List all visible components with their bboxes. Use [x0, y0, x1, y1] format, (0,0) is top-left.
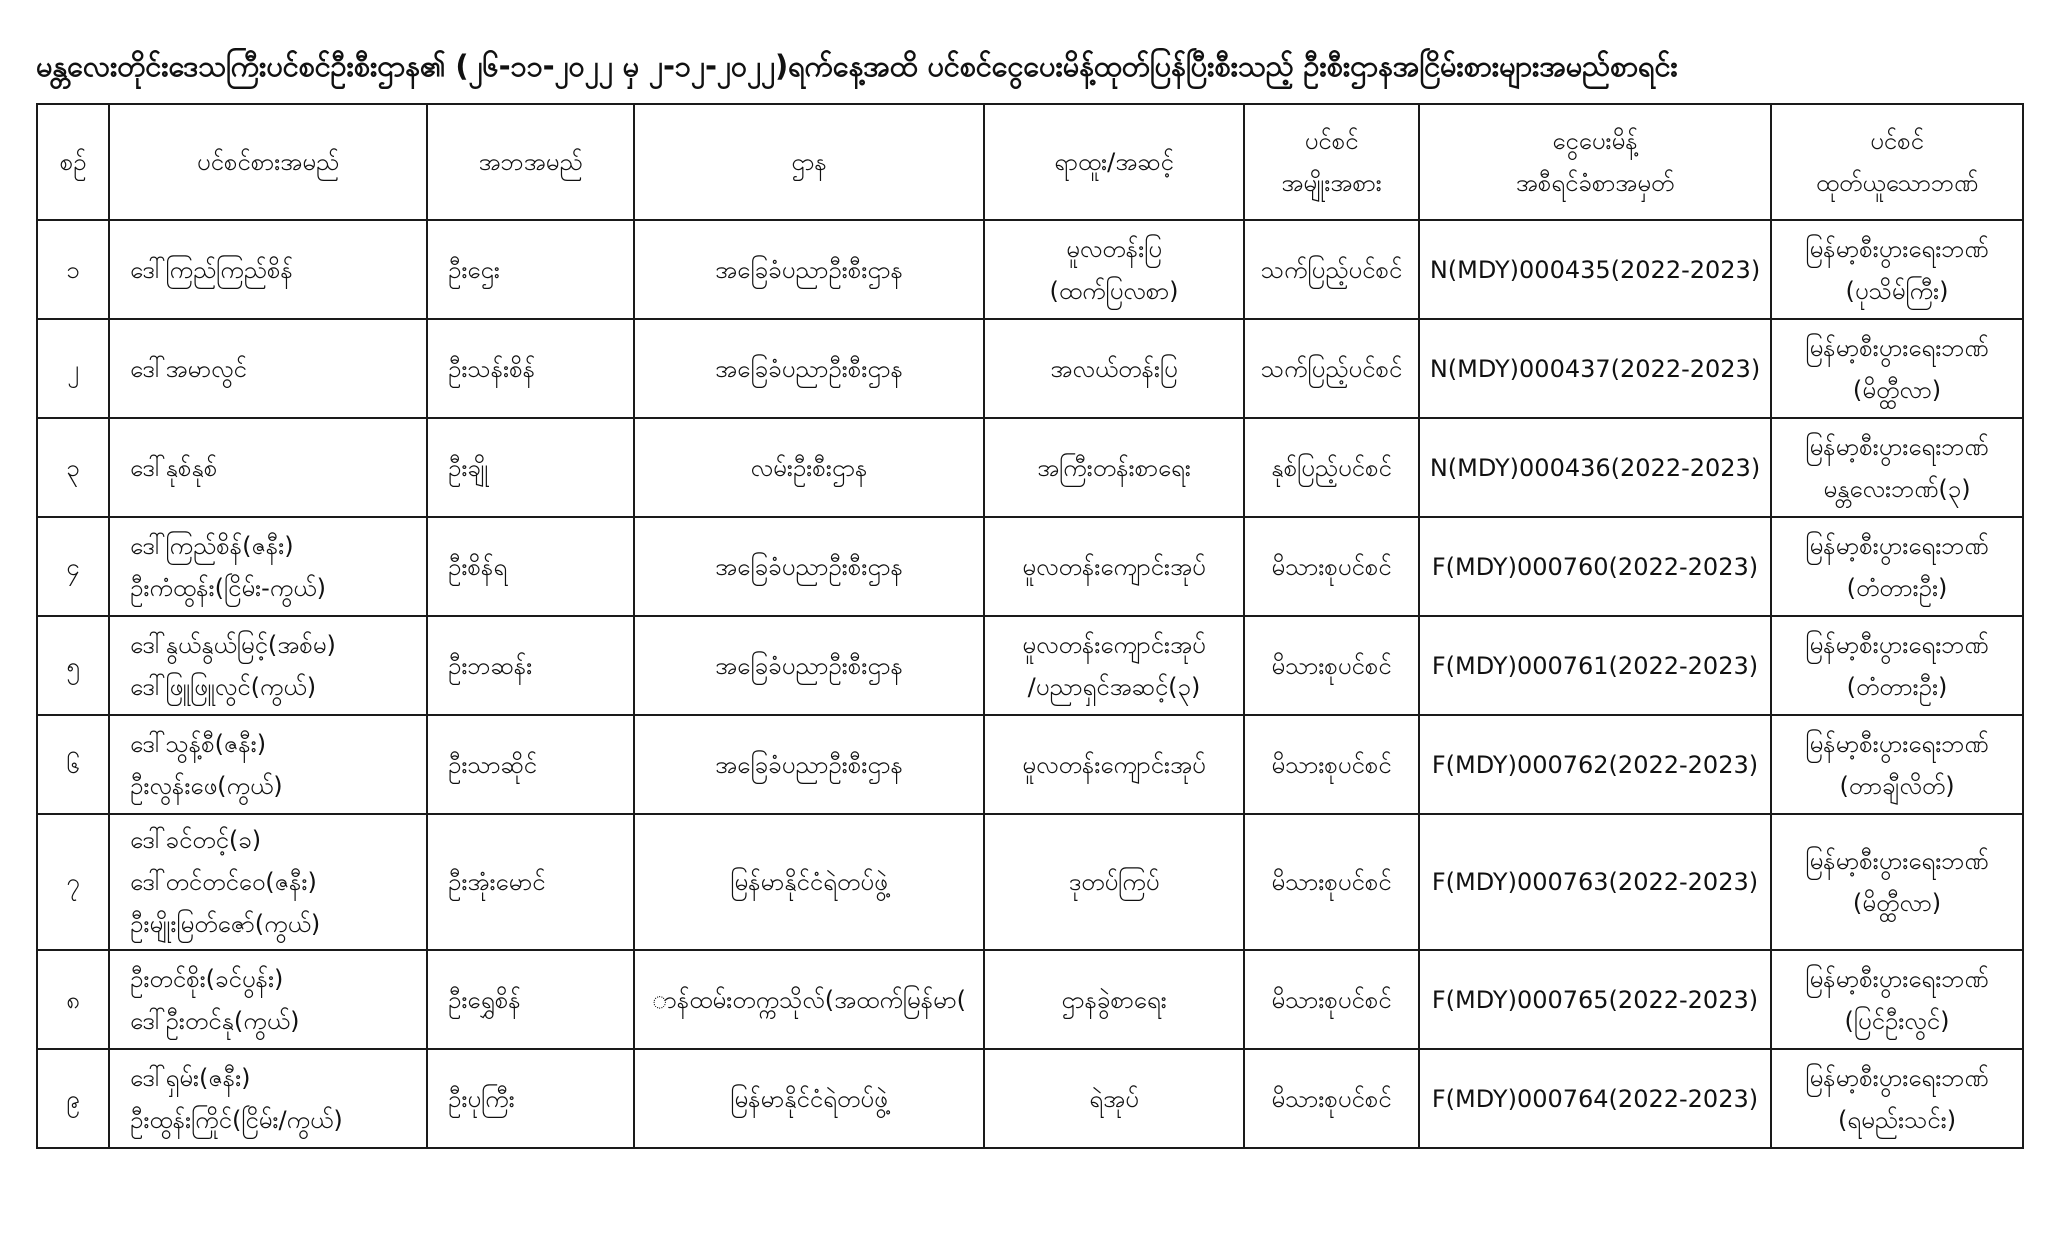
header-line: ပင်စင် — [1304, 127, 1359, 155]
cell-father-name: ဦးရွှေစိန် — [427, 950, 634, 1049]
cell-order-number: F(MDY)000765(2022-2023) — [1419, 950, 1771, 1049]
cell-department: မြန်မာနိုင်ငံရဲတပ်ဖွဲ့ — [634, 814, 984, 950]
cell-pensioner-name — [109, 1049, 427, 1148]
table-row — [37, 715, 2023, 814]
header-line: အစီရင်ခံစာအမှတ် — [1515, 169, 1675, 197]
cell-father-name: ဦးစိန်ရ — [427, 517, 634, 616]
cell-pensioner-name-line: ဒေါ်သွန့်စီ(ဇနီး) — [130, 729, 267, 758]
cell-pensioner-name-line: ဒေါ်တင်တင်ဝေ(ဇနီး) — [130, 868, 317, 896]
cell-serial: ၈ — [37, 950, 109, 1049]
cell-rank — [984, 418, 1244, 517]
cell-bank-line: (မိတ္ထီလာ) — [1852, 375, 1942, 404]
header-line: ပင်စင်စားအမည် — [196, 148, 340, 176]
header-rank — [984, 104, 1244, 220]
cell-serial: ၄ — [37, 517, 109, 616]
header-line: ထုတ်ယူသောဘဏ် — [1815, 169, 1979, 197]
cell-pensioner-name-line: ဦးလွန်းဖေ(ကွယ်) — [130, 771, 283, 800]
table-row — [37, 418, 2023, 517]
header-department — [634, 104, 984, 220]
cell-department: အခြေခံပညာဦးစီးဌာန — [634, 616, 984, 715]
cell-bank-line: မြန်မာ့စီးပွားရေးဘဏ် — [1805, 333, 1989, 362]
cell-serial: ၆ — [37, 715, 109, 814]
header-line: ရာထူး/အဆင့် — [1054, 148, 1174, 176]
table-row — [37, 319, 2023, 418]
cell-pension-type: မိသားစုပင်စင် — [1244, 950, 1419, 1049]
cell-bank-line: မြန်မာ့စီးပွားရေးဘဏ် — [1805, 234, 1989, 263]
cell-order-number: N(MDY)000437(2022-2023) — [1419, 319, 1771, 418]
cell-serial: ၃ — [37, 418, 109, 517]
table-header-row — [37, 104, 2023, 220]
header-line: ပင်စင် — [1870, 127, 1924, 155]
cell-bank-line: မြန်မာ့စီးပွားရေးဘဏ် — [1805, 729, 1989, 758]
cell-pensioner-name — [109, 418, 427, 517]
header-line: ဌာန — [791, 148, 827, 176]
cell-bank — [1771, 616, 2023, 715]
header-serial — [37, 104, 109, 220]
cell-father-name: ဦးချို — [427, 418, 634, 517]
cell-rank-line: (ထက်ပြလစာ) — [1049, 276, 1179, 305]
cell-order-number: F(MDY)000764(2022-2023) — [1419, 1049, 1771, 1148]
cell-serial: ၂ — [37, 319, 109, 418]
cell-rank — [984, 715, 1244, 814]
cell-pensioner-name-line: ဦးတင်စိုး(ခင်ပွန်း) — [130, 964, 284, 993]
cell-pension-type: မိသားစုပင်စင် — [1244, 1049, 1419, 1148]
cell-bank — [1771, 715, 2023, 814]
cell-pensioner-name-line: ဒေါ်ကြည်စိန်(ဇနီး) — [130, 531, 294, 560]
header-order-number — [1419, 104, 1771, 220]
cell-father-name: ဦးဌေး — [427, 220, 634, 319]
table-body — [37, 220, 2023, 1148]
cell-pensioner-name-line: ဦးမျိုးမြတ်ဇော်(ကွယ်) — [130, 910, 321, 938]
table-row — [37, 950, 2023, 1049]
cell-rank-line: မူလတန်းကျောင်းအုပ် — [1022, 630, 1206, 659]
cell-bank-line: (မိတ္ထီလာ) — [1852, 889, 1942, 917]
cell-pension-type: သက်ပြည့်ပင်စင် — [1244, 319, 1419, 418]
cell-bank-line: မြန်မာ့စီးပွားရေးဘဏ် — [1805, 432, 1989, 461]
cell-department: အခြေခံပညာဦးစီးဌာန — [634, 319, 984, 418]
header-line: အမျိုးအစား — [1281, 169, 1382, 197]
cell-order-number: F(MDY)000761(2022-2023) — [1419, 616, 1771, 715]
cell-pensioner-name-line: ဒေါ်နွယ်နွယ်မြင့်(အစ်မ) — [130, 630, 336, 659]
cell-pensioner-name-line: ဒေါ်ရှမ်း(ဇနီး) — [130, 1063, 251, 1092]
header-pension-type — [1244, 104, 1419, 220]
cell-pension-type: မိသားစုပင်စင် — [1244, 616, 1419, 715]
cell-bank — [1771, 418, 2023, 517]
cell-serial: ၁ — [37, 220, 109, 319]
cell-department: အခြေခံပညာဦးစီးဌာန — [634, 220, 984, 319]
cell-pensioner-name-line: ဒေါ်နုစ်နုစ် — [130, 453, 218, 482]
header-bank — [1771, 104, 2023, 220]
cell-pensioner-name-line: ဒေါ်အမာလွင် — [130, 354, 247, 383]
cell-bank — [1771, 319, 2023, 418]
cell-bank-line: မြန်မာ့စီးပွားရေးဘဏ် — [1805, 531, 1989, 560]
table-row — [37, 1049, 2023, 1148]
cell-rank-line: မူလတန်းကျောင်းအုပ် — [1022, 750, 1206, 779]
cell-pensioner-name — [109, 517, 427, 616]
cell-pensioner-name — [109, 814, 427, 950]
cell-pension-type: မိသားစုပင်စင် — [1244, 814, 1419, 950]
cell-department: ာန်ထမ်းတက္ကသိုလ်(အထက်မြန်မာ( — [634, 950, 984, 1049]
cell-department: လမ်းဦးစီးဌာန — [634, 418, 984, 517]
cell-rank — [984, 950, 1244, 1049]
cell-order-number: F(MDY)000762(2022-2023) — [1419, 715, 1771, 814]
cell-rank-line: ဌာနခွဲစာရေး — [1061, 985, 1167, 1014]
cell-bank-line: (ရမည်းသင်း) — [1837, 1105, 1957, 1134]
cell-rank-line: မူလတန်းကျောင်းအုပ် — [1022, 552, 1206, 581]
cell-rank — [984, 319, 1244, 418]
cell-department: အခြေခံပညာဦးစီးဌာန — [634, 715, 984, 814]
cell-rank-line: /ပညာရှင်အဆင့်(၃) — [1027, 672, 1201, 701]
cell-rank-line: ဒုတပ်ကြပ် — [1068, 868, 1160, 896]
cell-department: မြန်မာနိုင်ငံရဲတပ်ဖွဲ့ — [634, 1049, 984, 1148]
cell-father-name: ဦးအုံးမောင် — [427, 814, 634, 950]
cell-bank — [1771, 517, 2023, 616]
cell-pension-type: နုစ်ပြည့်ပင်စင် — [1244, 418, 1419, 517]
cell-pensioner-name — [109, 616, 427, 715]
table-row — [37, 517, 2023, 616]
cell-bank-line: မြန်မာ့စီးပွားရေးဘဏ် — [1805, 630, 1989, 659]
cell-rank — [984, 616, 1244, 715]
cell-father-name: ဦးပုကြီး — [427, 1049, 634, 1148]
cell-rank — [984, 1049, 1244, 1148]
cell-order-number: F(MDY)000760(2022-2023) — [1419, 517, 1771, 616]
cell-bank-line: (တံတားဦး) — [1846, 573, 1948, 602]
cell-rank — [984, 220, 1244, 319]
cell-serial: ၉ — [37, 1049, 109, 1148]
cell-pensioner-name-line: ဒေါ်ဦးတင်နု(ကွယ်) — [130, 1006, 300, 1035]
cell-pensioner-name — [109, 950, 427, 1049]
cell-department: အခြေခံပညာဦးစီးဌာန — [634, 517, 984, 616]
table-row — [37, 616, 2023, 715]
cell-serial: ၅ — [37, 616, 109, 715]
cell-bank-line: မြန်မာ့စီးပွားရေးဘဏ် — [1805, 964, 1989, 993]
cell-bank-line: မန္တလေးဘဏ်(၃) — [1823, 474, 1971, 503]
table-row — [37, 814, 2023, 950]
cell-bank — [1771, 814, 2023, 950]
cell-order-number: N(MDY)000436(2022-2023) — [1419, 418, 1771, 517]
cell-rank-line: အကြီးတန်းစာရေး — [1037, 453, 1191, 482]
cell-rank — [984, 517, 1244, 616]
header-father-name — [427, 104, 634, 220]
cell-pensioner-name — [109, 220, 427, 319]
cell-father-name: ဦးသာဆိုင် — [427, 715, 634, 814]
cell-rank-line: မူလတန်းပြ — [1066, 234, 1162, 263]
cell-order-number: N(MDY)000435(2022-2023) — [1419, 220, 1771, 319]
header-line: အဘအမည် — [478, 148, 583, 176]
cell-father-name: ဦးဘဆန်း — [427, 616, 634, 715]
header-pensioner-name — [109, 104, 427, 220]
cell-pensioner-name-line: ဒေါ်ခင်တင့်(ခ) — [130, 826, 262, 854]
cell-pensioner-name-line: ဒေါ်ဖြူဖြူလွင်(ကွယ်) — [130, 672, 317, 701]
cell-pension-type: မိသားစုပင်စင် — [1244, 715, 1419, 814]
cell-serial: ၇ — [37, 814, 109, 950]
cell-pensioner-name — [109, 319, 427, 418]
table-row — [37, 220, 2023, 319]
cell-rank-line: ရဲအုပ် — [1089, 1084, 1139, 1113]
header-line: ငွေပေးမိန့် — [1552, 127, 1638, 155]
cell-rank-line: အလယ်တန်းပြ — [1050, 354, 1178, 383]
cell-pensioner-name-line: ဦးထွန်းကြိုင်(ငြိမ်း/ကွယ်) — [130, 1105, 343, 1134]
cell-pension-type: သက်ပြည့်ပင်စင် — [1244, 220, 1419, 319]
cell-pensioner-name-line: ဒေါ်ကြည်ကြည်စိန် — [130, 255, 293, 284]
cell-pension-type: မိသားစုပင်စင် — [1244, 517, 1419, 616]
cell-bank-line: (တာချီလိတ်) — [1839, 771, 1955, 800]
cell-pensioner-name-line: ဦးကံထွန်း(ငြိမ်း-ကွယ်) — [130, 573, 326, 602]
cell-bank-line: (တံတားဦး) — [1846, 672, 1948, 701]
cell-bank-line: (ပြင်ဦးလွင်) — [1844, 1006, 1950, 1035]
cell-order-number: F(MDY)000763(2022-2023) — [1419, 814, 1771, 950]
cell-father-name: ဦးသန်းစိန် — [427, 319, 634, 418]
header-line: စဉ် — [59, 148, 87, 176]
cell-bank — [1771, 950, 2023, 1049]
cell-pensioner-name — [109, 715, 427, 814]
page-title: မန္တလေးတိုင်းဒေသကြီးပင်စင်ဦးစီးဌာန၏ (၂၆-၁၁-၂၀၂၂ မှ ၂-၁၂-၂၀၂၂)ရက်နေ့အထိ ပင်စင်ငွေပေးမိန့်ထုတ်ပြန်ပြီးစီးသည့် ဦးစီးဌာနအငြိမ်းစားများအမည်စာရင်း — [36, 49, 1678, 83]
cell-rank — [984, 814, 1244, 950]
cell-bank-line: မြန်မာ့စီးပွားရေးဘဏ် — [1805, 847, 1989, 875]
cell-bank-line: (ပုသိမ်ကြီး) — [1845, 276, 1949, 305]
cell-bank-line: မြန်မာ့စီးပွားရေးဘဏ် — [1805, 1063, 1989, 1092]
cell-bank — [1771, 220, 2023, 319]
pension-register-table — [36, 103, 2024, 1149]
cell-bank — [1771, 1049, 2023, 1148]
